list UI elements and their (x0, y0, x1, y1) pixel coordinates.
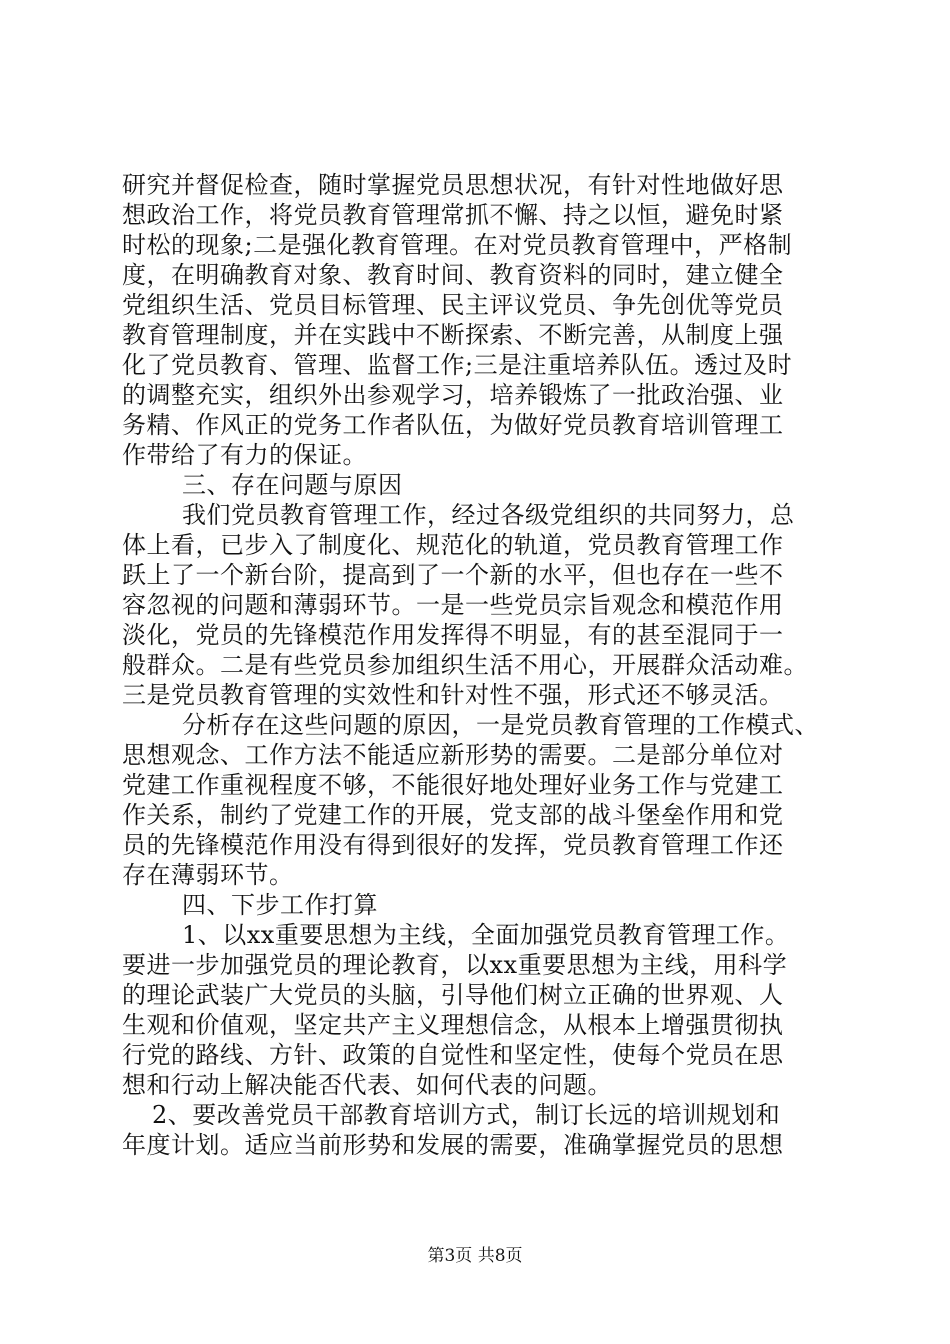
text-line: 员的先锋模范作用没有得到很好的发挥，党员教育管理工作还 (122, 831, 784, 859)
text-line: 的调整充实，组织外出参观学习，培养锻炼了一批政治强、业 (122, 381, 784, 409)
text-line: 党建工作重视程度不够，不能很好地处理好业务工作与党建工 (122, 771, 784, 799)
text-line: 跃上了一个新台阶，提高到了一个新的水平，但也存在一些不 (122, 561, 784, 589)
text-line: 1、以xx重要思想为主线，全面加强党员教育管理工作。 (182, 921, 790, 949)
document-body (122, 170, 834, 1160)
text-line: 四、下步工作打算 (182, 891, 378, 919)
page-number-footer: 第3页 共8页 (427, 1246, 523, 1266)
text-line: 三是党员教育管理的实效性和针对性不强，形式还不够灵活。 (122, 681, 784, 709)
text-line: 要进一步加强党员的理论教育，以xx重要思想为主线，用科学 (122, 951, 788, 979)
text-line: 度，在明确教育对象、教育时间、教育资料的同时，建立健全 (122, 261, 784, 289)
text-line: 般群众。二是有些党员参加组织生活不用心，开展群众活动难。 (122, 651, 808, 679)
text-line: 教育管理制度，并在实践中不断探索、不断完善，从制度上强 (122, 321, 784, 349)
text-line: 的理论武装广大党员的头脑，引导他们树立正确的世界观、人 (122, 981, 784, 1009)
text-line: 分析存在这些问题的原因，一是党员教育管理的工作模式、 (182, 711, 819, 739)
text-line: 研究并督促检查，随时掌握党员思想状况，有针对性地做好思 (122, 171, 784, 199)
text-line: 想和行动上解决能否代表、如何代表的问题。 (122, 1071, 612, 1099)
text-line: 化了党员教育、管理、监督工作;三是注重培养队伍。透过及时 (122, 351, 793, 379)
text-line: 容忽视的问题和薄弱环节。一是一些党员宗旨观念和模范作用 (122, 591, 784, 619)
text-line: 体上看，已步入了制度化、规范化的轨道，党员教育管理工作 (122, 531, 784, 559)
text-line: 存在薄弱环节。 (122, 861, 294, 889)
text-line: 淡化，党员的先锋模范作用发挥得不明显，有的甚至混同于一 (122, 621, 784, 649)
text-line: 作带给了有力的保证。 (122, 441, 367, 469)
text-line: 三、存在问题与原因 (182, 471, 403, 499)
text-line: 时松的现象;二是强化教育管理。在对党员教育管理中，严格制 (122, 231, 793, 259)
text-line: 2、要改善党员干部教育培训方式，制订长远的培训规划和 (152, 1101, 781, 1129)
text-line: 党组织生活、党员目标管理、民主评议党员、争先创优等党员 (122, 291, 784, 319)
text-line: 思想观念、工作方法不能适应新形势的需要。二是部分单位对 (122, 741, 784, 769)
text-line: 想政治工作，将党员教育管理常抓不懈、持之以恒，避免时紧 (122, 201, 784, 229)
text-line: 务精、作风正的党务工作者队伍，为做好党员教育培训管理工 (122, 411, 784, 439)
text-line: 生观和价值观，坚定共产主义理想信念，从根本上增强贯彻执 (122, 1011, 784, 1039)
text-line: 我们党员教育管理工作，经过各级党组织的共同努力，总 (182, 501, 795, 529)
text-line: 作关系，制约了党建工作的开展，党支部的战斗堡垒作用和党 (122, 801, 784, 829)
text-line: 年度计划。适应当前形势和发展的需要，准确掌握党员的思想 (122, 1131, 784, 1159)
text-line: 行党的路线、方针、政策的自觉性和坚定性，使每个党员在思 (122, 1041, 784, 1069)
